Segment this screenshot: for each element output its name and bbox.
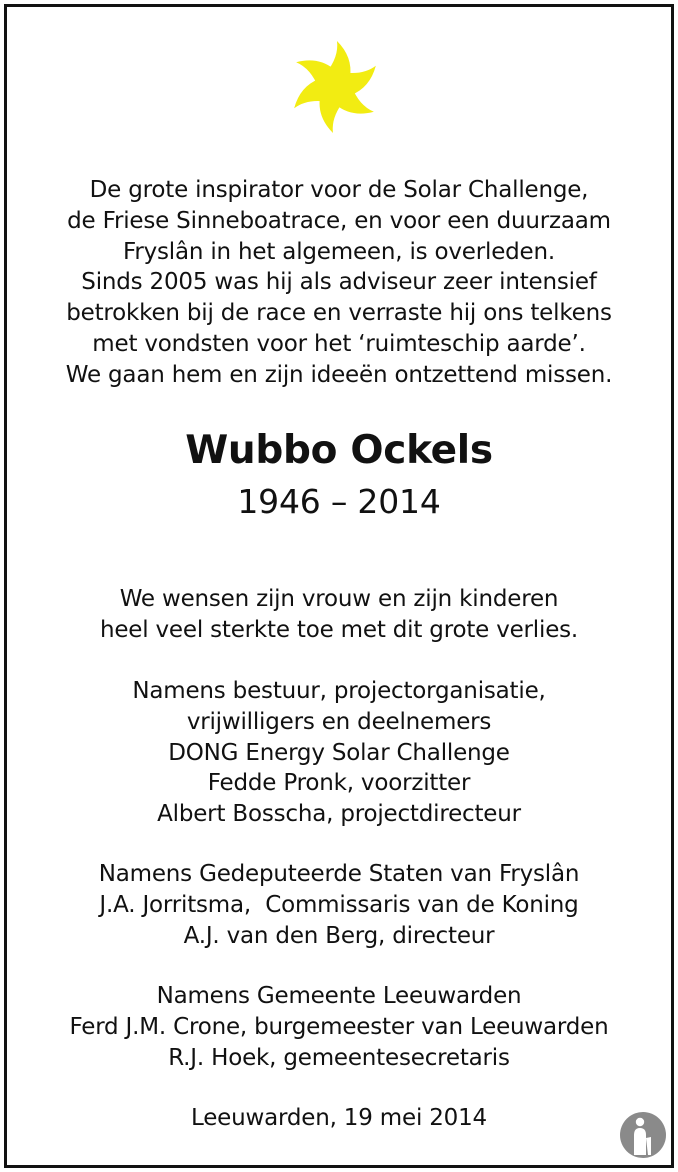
signatory-group-solar-challenge [0, 676, 678, 830]
intro-line: Sinds 2005 was hij als adviseur zeer intensief [81, 269, 597, 296]
signatory-line: J.A. Jorritsma, Commissaris van de Koning [99, 891, 579, 918]
place-date-line: Leeuwarden, 19 mei 2014 [191, 1105, 487, 1131]
signatory-line: vrijwilligers en deelnemers [186, 708, 492, 735]
mourning-figure-icon[interactable] [619, 1111, 667, 1159]
wishes-line: heel veel sterkte toe met dit grote verlies. [99, 616, 579, 643]
intro-line: De grote inspirator voor de Solar Challenge, [89, 177, 589, 203]
signatory-line: A.J. van den Berg, directeur [183, 922, 495, 949]
signatory-group-municipality [0, 981, 678, 1073]
signatory-line: Namens Gedeputeerde Staten van Fryslân [98, 861, 580, 887]
signatory-line: Namens bestuur, projectorganisatie, [132, 678, 546, 704]
figure-head [636, 1118, 644, 1126]
place-and-date [0, 1103, 678, 1134]
condolence-wishes [0, 584, 678, 646]
intro-paragraph [0, 175, 678, 391]
intro-line: betrokken bij de race en verraste hij ons telkens [66, 300, 612, 327]
deceased-name: Wubbo Ockels [185, 428, 493, 473]
wishes-line: We wensen zijn vrouw en zijn kinderen [119, 586, 559, 612]
logo-blade [320, 97, 344, 133]
signatory-group-provincial-executive [0, 859, 678, 951]
life-years: 1946 – 2014 [237, 482, 441, 521]
figure-body [634, 1128, 646, 1155]
intro-line: met vondsten voor het ‘ruimteschip aarde’. [92, 330, 586, 357]
signatory-line: Ferd J.M. Crone, burgemeester van Leeuwarden [69, 1013, 609, 1040]
intro-line: We gaan hem en zijn ideeën ontzettend missen. [65, 361, 613, 388]
signatory-line: Namens Gemeente Leeuwarden [156, 983, 522, 1009]
intro-line: Fryslân in het algemeen, is overleden. [122, 238, 555, 265]
signatory-line: Albert Bosscha, projectdirecteur [157, 801, 521, 828]
signatory-line: DONG Energy Solar Challenge [168, 739, 510, 766]
intro-line: de Friese Sinneboatrace, en voor een duurzaam [67, 207, 611, 234]
signatory-line: Fedde Pronk, voorzitter [207, 770, 471, 797]
sun-swirl-icon [285, 40, 385, 134]
signatory-line: R.J. Hoek, gemeentesecretaris [168, 1044, 510, 1071]
